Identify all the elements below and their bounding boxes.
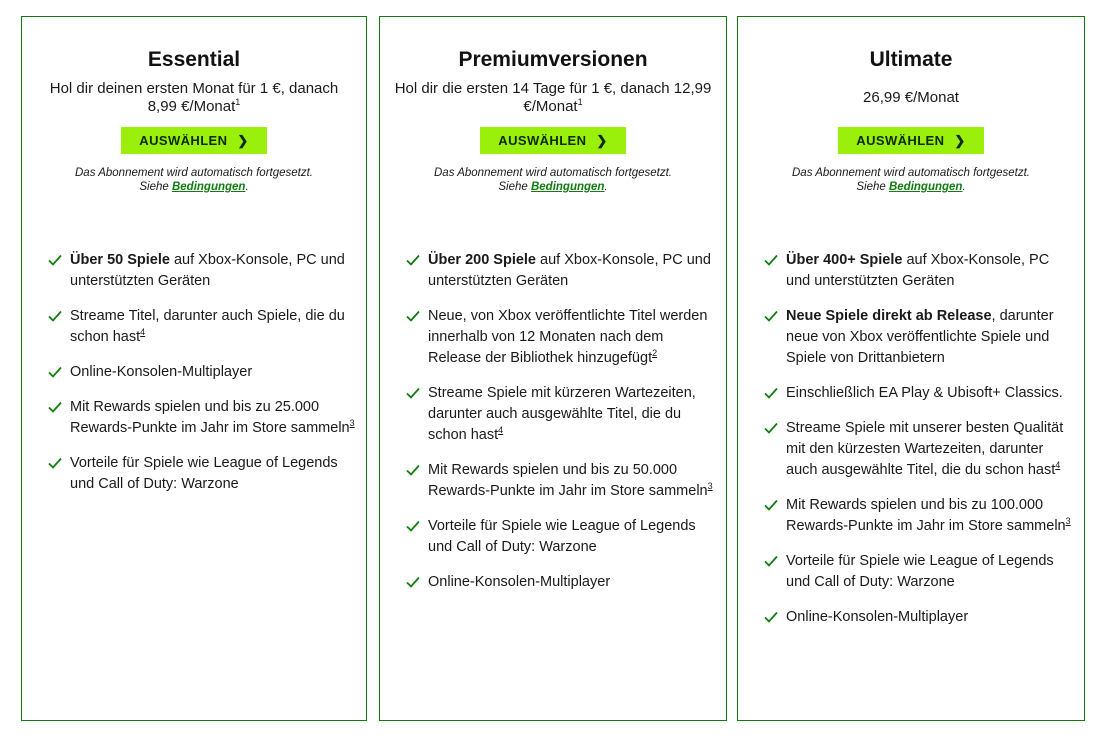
checkmark-icon: [764, 422, 778, 434]
feature-text: Online-Konsolen-Multiplayer: [786, 609, 969, 625]
feature-text: Vorteile für Spiele wie League of Legends und Call of Duty: Warzone: [428, 518, 696, 555]
feature-item: [48, 250, 356, 292]
checkmark-icon: [406, 520, 420, 532]
plan-price-wrap: [36, 80, 352, 116]
chevron-right-icon: ❯: [596, 132, 608, 148]
feature-text: Streame Titel, darunter auch Spiele, die du schon hast: [70, 308, 345, 345]
auto-renew-note: [36, 166, 352, 194]
feature-footnote[interactable]: 2: [652, 348, 658, 359]
select-button-label: AUSWÄHLEN: [856, 133, 945, 148]
feature-item: [406, 516, 716, 558]
plan-price: [36, 80, 352, 116]
checkmark-icon: [764, 254, 778, 266]
feature-text: Streame Spiele mit kürzeren Wartezeiten, darunter auch ausgewählte Titel, die du schon hast: [428, 385, 696, 443]
feature-text: Mit Rewards spielen und bis zu 100.000 Rewards-Punkte im Jahr im Store sammeln: [786, 497, 1066, 534]
feature-text: auf Xbox-Konsole, PC und unterstützten Geräten: [70, 252, 345, 289]
plan-title: Ultimate: [869, 48, 953, 71]
select-button-ultimate[interactable]: [838, 127, 984, 154]
auto-renew-note: [394, 166, 712, 194]
see-text: Siehe: [856, 181, 886, 193]
checkmark-icon: [764, 387, 778, 399]
plan-card-premium: [379, 16, 727, 721]
feature-text: Mit Rewards spielen und bis zu 50.000 Rewards-Punkte im Jahr im Store sammeln: [428, 462, 708, 499]
see-text: Siehe: [139, 181, 169, 193]
terms-link[interactable]: Bedingungen: [171, 181, 246, 193]
feature-item: [764, 306, 1074, 369]
price-footnote[interactable]: 1: [235, 97, 241, 107]
feature-text: Online-Konsolen-Multiplayer: [428, 574, 611, 590]
checkmark-icon: [764, 611, 778, 623]
plan-header: [22, 47, 366, 194]
note-end: .: [962, 181, 966, 193]
plan-price: [394, 80, 712, 116]
feature-list: [764, 250, 1074, 642]
select-button-essential[interactable]: [121, 127, 267, 154]
see-text: Siehe: [498, 181, 528, 193]
feature-highlight: Neue Spiele direkt ab Release: [786, 308, 992, 324]
feature-item: [406, 306, 716, 369]
plan-title: Essential: [147, 48, 241, 71]
feature-footnote[interactable]: 3: [1065, 516, 1071, 527]
checkmark-icon: [764, 555, 778, 567]
terms-link[interactable]: Bedingungen: [530, 181, 605, 193]
auto-renew-note: [752, 166, 1070, 194]
feature-text: Mit Rewards spielen und bis zu 25.000 Rewards-Punkte im Jahr im Store sammeln: [70, 399, 350, 436]
feature-text: Online-Konsolen-Multiplayer: [70, 364, 253, 380]
plan-card-essential: [21, 16, 367, 721]
checkmark-icon: [764, 499, 778, 511]
feature-item: [48, 397, 356, 439]
feature-text: Neue, von Xbox veröffentlichte Titel werden innerhalb von 12 Monaten nach dem Release der Bibliothek hinzugefügt: [428, 308, 708, 366]
chevron-right-icon: ❯: [954, 132, 966, 148]
feature-item: [48, 306, 356, 348]
feature-item: [406, 460, 716, 502]
feature-item: [48, 453, 356, 495]
feature-text: Einschließlich EA Play & Ubisoft+ Classics.: [786, 385, 1063, 401]
feature-item: [764, 495, 1074, 537]
checkmark-icon: [406, 254, 420, 266]
plan-price-wrap: [394, 80, 712, 116]
feature-highlight: Über 400+ Spiele: [786, 252, 903, 268]
checkmark-icon: [48, 457, 62, 469]
checkmark-icon: [48, 366, 62, 378]
checkmark-icon: [764, 310, 778, 322]
note-end: .: [604, 181, 608, 193]
feature-item: [764, 551, 1074, 593]
plan-price: [863, 89, 959, 107]
feature-footnote[interactable]: 3: [707, 481, 713, 492]
feature-text: Vorteile für Spiele wie League of Legends und Call of Duty: Warzone: [786, 553, 1054, 590]
feature-text: , darunter neue von Xbox veröffentlichte Spiele und Spiele von Drittanbietern: [786, 308, 1054, 366]
feature-highlight: Über 200 Spiele: [428, 252, 536, 268]
feature-list: [406, 250, 716, 607]
auto-renew-text: Das Abonnement wird automatisch fortgesetzt.: [434, 167, 672, 179]
plan-price-text: Hol dir deinen ersten Monat für 1 €, danach 8,99 €/Monat: [49, 80, 339, 115]
plan-card-ultimate: [737, 16, 1085, 721]
feature-text: auf Xbox-Konsole, PC und unterstützten Geräten: [786, 252, 1050, 289]
checkmark-icon: [406, 464, 420, 476]
checkmark-icon: [48, 401, 62, 413]
checkmark-icon: [406, 310, 420, 322]
feature-list: [48, 250, 356, 509]
select-button-premium[interactable]: [480, 127, 626, 154]
checkmark-icon: [48, 254, 62, 266]
feature-footnote[interactable]: 4: [1055, 460, 1061, 471]
feature-item: [406, 383, 716, 446]
select-button-label: AUSWÄHLEN: [139, 133, 228, 148]
feature-item: [764, 607, 1074, 628]
feature-text: Vorteile für Spiele wie League of Legends und Call of Duty: Warzone: [70, 455, 338, 492]
feature-item: [406, 250, 716, 292]
chevron-right-icon: ❯: [237, 132, 249, 148]
auto-renew-text: Das Abonnement wird automatisch fortgesetzt.: [792, 167, 1030, 179]
plan-header: [738, 47, 1084, 194]
checkmark-icon: [406, 576, 420, 588]
feature-item: [406, 572, 716, 593]
plan-price-wrap: [752, 80, 1070, 116]
note-end: .: [245, 181, 249, 193]
checkmark-icon: [48, 310, 62, 322]
checkmark-icon: [406, 387, 420, 399]
plan-price-text: 26,99 €/Monat: [863, 89, 959, 106]
feature-item: [764, 418, 1074, 481]
terms-link[interactable]: Bedingungen: [888, 181, 963, 193]
feature-text: Streame Spiele mit unserer besten Qualität mit den kürzesten Wartezeiten, darunter auch ausgewählte Titel, die du schon hast: [786, 420, 1064, 478]
select-button-label: AUSWÄHLEN: [498, 133, 587, 148]
feature-footnote[interactable]: 4: [498, 425, 504, 436]
feature-item: [48, 362, 356, 383]
feature-text: auf Xbox-Konsole, PC und unterstützten Geräten: [428, 252, 711, 289]
feature-highlight: Über 50 Spiele: [70, 252, 170, 268]
price-footnote[interactable]: 1: [577, 97, 583, 107]
feature-footnote[interactable]: 4: [140, 327, 146, 338]
auto-renew-text: Das Abonnement wird automatisch fortgesetzt.: [75, 167, 313, 179]
plan-header: [380, 47, 726, 194]
feature-footnote[interactable]: 3: [349, 418, 355, 429]
plan-title: Premiumversionen: [458, 48, 648, 71]
feature-item: [764, 383, 1074, 404]
feature-item: [764, 250, 1074, 292]
plan-price-text: Hol dir die ersten 14 Tage für 1 €, danach 12,99 €/Monat: [394, 80, 712, 115]
